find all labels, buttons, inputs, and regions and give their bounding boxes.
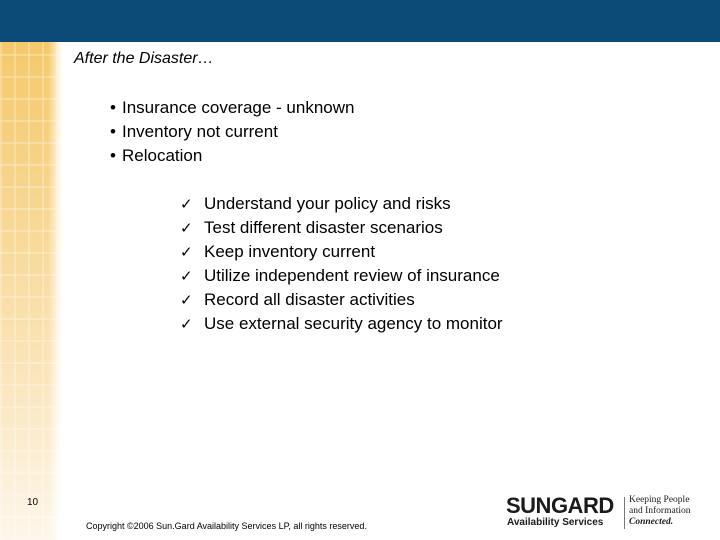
copyright-notice: Copyright ©2006 Sun.Gard Availability Services LP, all rights reserved.	[86, 521, 367, 531]
checkmark-icon: ✓	[180, 267, 193, 285]
logo-tagline-line1: Keeping People	[629, 495, 690, 505]
checkmark-icon: ✓	[180, 219, 193, 237]
problem-item: • Relocation	[110, 144, 354, 168]
checkmark-icon: ✓	[180, 315, 193, 333]
checkmark-icon: ✓	[180, 243, 193, 261]
problem-item: • Insurance coverage - unknown	[110, 96, 354, 120]
recommendation-item: ✓ Use external security agency to monitor	[180, 312, 503, 336]
slide-title: After the Disaster…	[74, 50, 214, 67]
recommendation-item: ✓ Keep inventory current	[180, 240, 503, 264]
decorative-side-strip	[0, 42, 62, 540]
logo-tagline-line3: Connected.	[629, 517, 674, 527]
side-strip-fade	[48, 42, 62, 540]
logo-wordmark: SUNGARD	[506, 493, 614, 518]
problem-item: • Inventory not current	[110, 120, 354, 144]
recommendation-list	[180, 192, 503, 336]
problem-list	[110, 96, 354, 168]
logo-divider	[624, 497, 625, 529]
logo-subtitle: Availability Services	[507, 517, 604, 528]
recommendation-item: ✓ Record all disaster activities	[180, 288, 503, 312]
recommendation-item: ✓ Understand your policy and risks	[180, 192, 503, 216]
page-number: 10	[27, 497, 39, 508]
checkmark-icon: ✓	[180, 291, 193, 309]
sungard-logo	[506, 493, 712, 533]
header-bar	[0, 0, 720, 42]
recommendation-item: ✓ Test different disaster scenarios	[180, 216, 503, 240]
checkmark-icon: ✓	[180, 195, 193, 213]
recommendation-item: ✓ Utilize independent review of insurance	[180, 264, 503, 288]
logo-tagline-line2: and Information	[629, 506, 691, 516]
